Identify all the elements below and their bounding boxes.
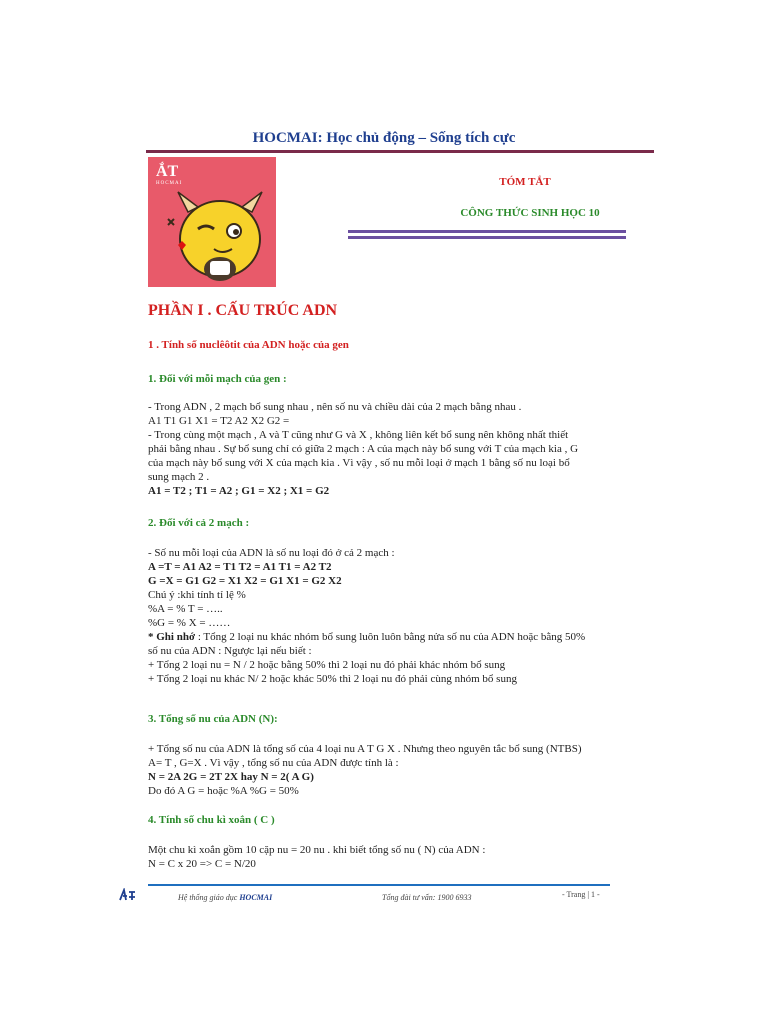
note-line: %G = % X = …… bbox=[148, 617, 231, 629]
paragraph-line: Một chu kì xoắn gồm 10 cặp nu = 20 nu . khi biết tổng số nu ( N) của ADN : bbox=[148, 844, 486, 856]
part-title: PHẦN I . CẤU TRÚC ADN bbox=[148, 302, 338, 319]
subsection-4-body bbox=[148, 843, 663, 871]
summary-subtitle: CÔNG THỨC SINH HỌC 10 bbox=[460, 207, 600, 219]
rule-line: + Tổng 2 loại nu = N / 2 hoặc bằng 50% thì 2 loại nu đó phải khác nhóm bổ sung bbox=[148, 659, 506, 671]
footer-divider bbox=[148, 884, 610, 886]
paragraph-line: Do đó A G = hoặc %A %G = 50% bbox=[148, 785, 299, 797]
subsection-3-title: 3. Tổng số nu của ADN (N): bbox=[148, 713, 278, 725]
paragraph-line: số nu của ADN : Ngược lại nếu biết : bbox=[148, 645, 312, 657]
summary-title: TÓM TẮT bbox=[499, 176, 551, 188]
footer-brand-link[interactable]: HOCMAI bbox=[239, 893, 273, 902]
paragraph-line: - Số nu mỗi loại của ADN là số nu loại đó ở cả 2 mạch : bbox=[148, 547, 395, 559]
paragraph-line: + Tổng số nu của ADN là tổng số của 4 loại nu A T G X . Nhưng theo nguyên tắc bổ sung (NTBS) bbox=[148, 743, 582, 755]
section-title: 1 . Tính số nuclêôtit của ADN hoặc của gen bbox=[148, 339, 349, 351]
subsection-1-title: 1. Đối với mỗi mạch của gen : bbox=[148, 373, 287, 385]
summary-divider-2 bbox=[348, 236, 626, 239]
paragraph-line: N = C x 20 => C = N/20 bbox=[148, 858, 256, 870]
remark-label: * Ghi nhớ bbox=[148, 631, 196, 643]
note-line: Chú ý :khi tính tỉ lệ % bbox=[148, 589, 246, 601]
formula: A =T = A1 A2 = T1 T2 = A1 T1 = A2 T2 bbox=[148, 561, 332, 573]
footer-hotline: Tổng đài tư vấn: 1900 6933 bbox=[382, 893, 472, 902]
formula: A1 = T2 ; T1 = A2 ; G1 = X2 ; X1 = G2 bbox=[148, 485, 330, 497]
paragraph-line: A1 T1 G1 X1 = T2 A2 X2 G2 = bbox=[148, 415, 290, 427]
subsection-2-body bbox=[148, 546, 663, 686]
remark-line bbox=[148, 630, 663, 644]
subsection-3-body bbox=[148, 742, 663, 798]
page-number: - Trang | 1 - bbox=[562, 890, 600, 899]
paragraph-line: - Trong cùng một mạch , A và T cũng như G và X , không liên kết bổ sung nên không nhất thiết bbox=[148, 429, 569, 441]
hocmai-logo: ẮT bbox=[156, 163, 179, 180]
remark-text: : Tổng 2 loại nu khác nhóm bổ sung luôn luôn bằng nửa số nu của ADN hoặc bằng 50% bbox=[195, 631, 586, 643]
paragraph-line: sung mạch 2 . bbox=[148, 471, 210, 483]
note-line: %A = % T = ….. bbox=[148, 603, 223, 615]
mascot-card bbox=[148, 157, 276, 287]
paragraph-line: A= T , G=X . Vì vậy , tổng số nu của ADN được tính là : bbox=[148, 757, 399, 769]
formula: N = 2A 2G = 2T 2X hay N = 2( A G) bbox=[148, 771, 314, 783]
paragraph-line: - Trong ADN , 2 mạch bổ sung nhau , nên số nu và chiều dài của 2 mạch bằng nhau . bbox=[148, 401, 522, 413]
footer-org bbox=[178, 893, 272, 902]
rule-line: + Tổng 2 loại nu khác N/ 2 hoặc khác 50% thì 2 loại nu đó phải cùng nhóm bổ sung bbox=[148, 673, 517, 685]
hocmai-logo-text: HOCMAI bbox=[156, 181, 183, 186]
summary-divider-1 bbox=[348, 230, 626, 233]
header-divider bbox=[146, 150, 654, 153]
paragraph-line: của mạch này bổ sung với X của mạch kia . Vì vậy , số nu mỗi loại ở mạch 1 bằng số nu loại bổ bbox=[148, 457, 570, 469]
subsection-2-title: 2. Đối với cả 2 mạch : bbox=[148, 517, 250, 529]
subsection-4-title: 4. Tính số chu kì xoắn ( C ) bbox=[148, 814, 275, 826]
formula: G =X = G1 G2 = X1 X2 = G1 X1 = G2 X2 bbox=[148, 575, 342, 587]
subsection-1-body bbox=[148, 400, 663, 498]
paragraph-line: phải bằng nhau . Sự bổ sung chỉ có giữa 2 mạch : A của mạch này bổ sung với T của mạch kia , G bbox=[148, 443, 579, 455]
footer-org-prefix: Hệ thống giáo dục bbox=[178, 893, 240, 902]
header-title: HOCMAI: Học chủ động – Sống tích cực bbox=[252, 130, 516, 146]
hocmai-footer-icon bbox=[118, 888, 138, 902]
